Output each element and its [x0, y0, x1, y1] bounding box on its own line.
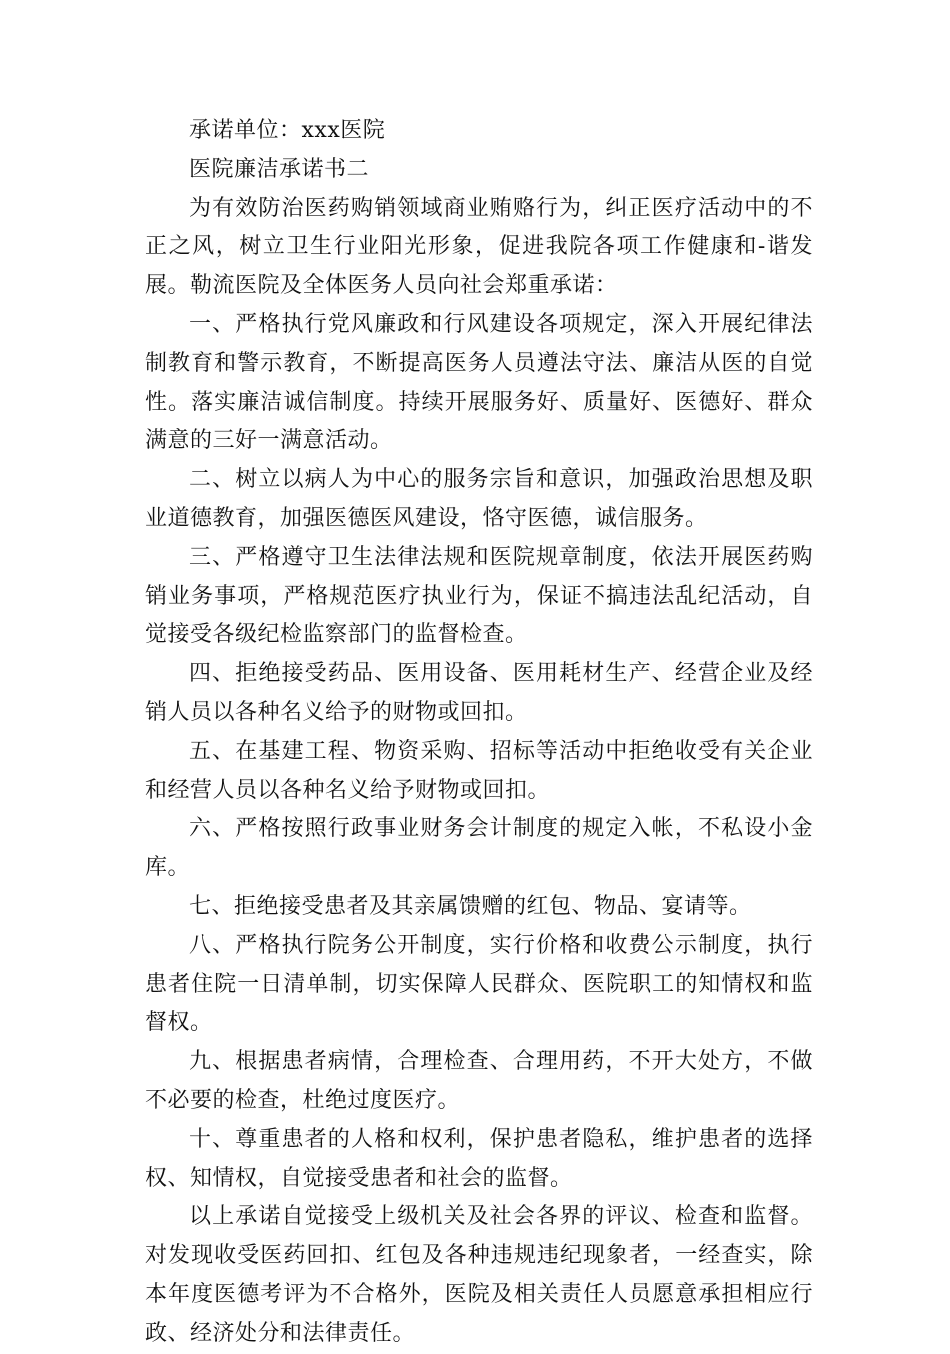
intro-paragraph: 为有效防治医药购销领域商业贿赂行为，纠正医疗活动中的不正之风，树立卫生行业阳光形象，促进我院各项工作健康和-谐发展。勒流医院及全体医务人员向社会郑重承诺： — [145, 195, 813, 299]
commitment-item-7: 七、拒绝接受患者及其亲属馈赠的红包、物品、宴请等。 — [189, 893, 752, 919]
commitment-item-8: 八、严格执行院务公开制度，实行价格和收费公示制度，执行患者住院一日清单制，切实保障人民群众、医院职工的知情权和监督权。 — [145, 932, 813, 1036]
closing-paragraph: 以上承诺自觉接受上级机关及社会各界的评议、检查和监督。对发现收受医药回扣、红包及各种违规违纪现象者，一经查实，除本年度医德考评为不合格外，医院及相关责任人员愿意承担相应行政、经济处分和法律责任。 — [145, 1204, 813, 1346]
commitment-item-5: 五、在基建工程、物资采购、招标等活动中拒绝收受有关企业和经营人员以各种名义给予财物或回扣。 — [145, 738, 813, 803]
commitment-item-4: 四、拒绝接受药品、医用设备、医用耗材生产、经营企业及经销人员以各种名义给予的财物或回扣。 — [145, 661, 813, 725]
commitment-item-1: 一、严格执行党风廉政和行风建设各项规定，深入开展纪律法制教育和警示教育，不断提高医务人员遵法守法、廉洁从医的自觉性。落实廉洁诚信制度。持续开展服务好、质量好、医德好、群众满意的三好一满意活动。 — [145, 311, 813, 454]
document-body — [145, 112, 813, 1354]
commitment-item-9: 九、根据患者病情，合理检查、合理用药，不开大处方，不做不必要的检查，杜绝过度医疗。 — [145, 1049, 813, 1113]
commitment-item-3: 三、严格遵守卫生法律法规和医院规章制度，依法开展医药购销业务事项，严格规范医疗执业行为，保证不搞违法乱纪活动，自觉接受各级纪检监察部门的监督检查。 — [145, 544, 813, 648]
commitment-item-2: 二、树立以病人为中心的服务宗旨和意识，加强政治思想及职业道德教育，加强医德医风建设，恪守医德，诚信服务。 — [145, 467, 813, 531]
commitment-item-6: 六、严格按照行政事业财务会计制度的规定入帐，不私设小金库。 — [145, 816, 813, 881]
commitment-item-10: 十、尊重患者的人格和权利，保护患者隐私，维护患者的选择权、知情权，自觉接受患者和社会的监督。 — [145, 1126, 813, 1191]
document-title: 医院廉洁承诺书二 — [189, 156, 370, 182]
commitment-unit-line: 承诺单位：xxx医院 — [189, 118, 386, 143]
